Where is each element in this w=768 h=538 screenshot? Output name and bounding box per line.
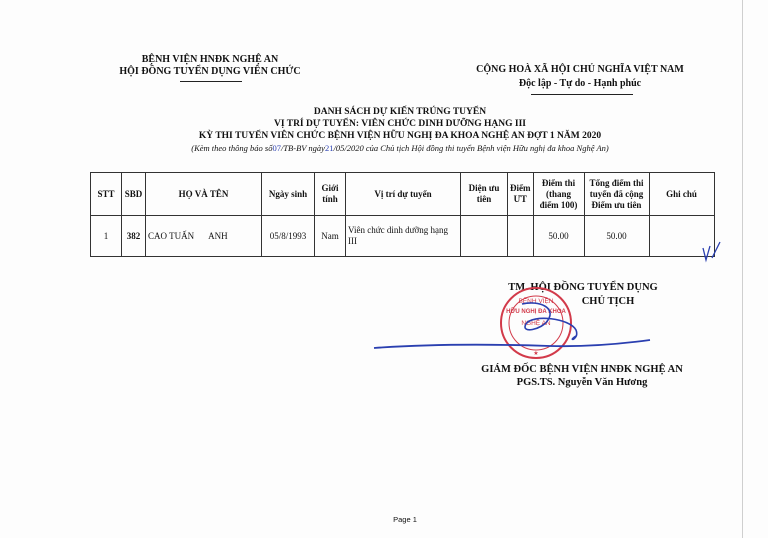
signer-title: GIÁM ĐỐC BỆNH VIỆN HNĐK NGHỆ AN bbox=[481, 364, 683, 375]
org-line1: BỆNH VIỆN HNĐK NGHỆ AN bbox=[141, 54, 279, 65]
note-day-handwritten: 21 bbox=[324, 143, 334, 153]
country-line: CỘNG HOÀ XÃ HỘI CHỦ NGHĨA VIỆT NAM bbox=[476, 64, 684, 75]
org-line2: HỘI ĐỒNG TUYỂN DỤNG VIÊN CHỨC bbox=[119, 66, 301, 77]
svg-text:★: ★ bbox=[533, 351, 539, 357]
title-note bbox=[130, 142, 670, 154]
stamp-line2: HỮU NGHỊ ĐA KHOA bbox=[506, 309, 566, 315]
motto-underline bbox=[531, 94, 633, 95]
col-name: HỌ VÀ TÊN bbox=[146, 173, 262, 216]
cell-sbd: 382 bbox=[122, 216, 146, 257]
table-header-row bbox=[91, 173, 715, 216]
cell-total-score: 50.00 bbox=[584, 216, 649, 257]
col-dob: Ngày sinh bbox=[262, 173, 315, 216]
cell-exam-score: 50.00 bbox=[533, 216, 584, 257]
cell-given-name: ANH bbox=[208, 231, 228, 241]
title-line1: DANH SÁCH DỰ KIẾN TRÚNG TUYỂN bbox=[313, 107, 487, 117]
stamp-line3: NGHỆ AN bbox=[521, 320, 551, 327]
cell-name bbox=[146, 216, 262, 257]
col-exam-score: Điểm thi (thang điểm 100) bbox=[533, 173, 584, 216]
signer-name: PGS.TS. Nguyễn Văn Hương bbox=[516, 377, 648, 388]
cell-dob: 05/8/1993 bbox=[262, 216, 315, 257]
col-priority: Diện ưu tiên bbox=[461, 173, 508, 216]
title-block bbox=[130, 106, 670, 154]
cell-stt: 1 bbox=[91, 216, 122, 257]
scan-edge bbox=[742, 0, 743, 538]
handwritten-signature-icon bbox=[370, 300, 660, 360]
signature-line1: TM. HỘI ĐỒNG TUYỂN DỤNG bbox=[508, 282, 658, 293]
stamp-line1: BỆNH VIỆN bbox=[518, 298, 554, 305]
col-priority-points: Điểm ƯT bbox=[508, 173, 534, 216]
col-sbd: SBD bbox=[122, 173, 146, 216]
cell-position: Viên chức dinh dưỡng hạng III bbox=[346, 216, 461, 257]
cell-priority bbox=[461, 216, 508, 257]
title-line3: KỲ THI TUYỂN VIÊN CHỨC BỆNH VIỆN HỮU NGHỊ ĐA KHOA NGHỆ AN ĐỢT 1 NĂM 2020 bbox=[198, 131, 602, 141]
signature-line2: CHỦ TỊCH bbox=[581, 296, 635, 307]
page-number: Page 1 bbox=[393, 515, 417, 524]
country-header bbox=[455, 64, 705, 89]
candidate-table bbox=[90, 172, 715, 257]
note-part-c: /05/2020 của Chủ tịch Hội đồng thi tuyển Bệnh viện Hữu nghị đa khoa Nghệ An) bbox=[333, 143, 609, 153]
col-gender: Giới tính bbox=[315, 173, 346, 216]
col-total-score: Tổng điểm thi tuyển đã cộng Điểm ưu tiên bbox=[584, 173, 649, 216]
signer-block bbox=[462, 363, 702, 389]
org-header bbox=[110, 54, 310, 77]
cell-surname: CAO TUẤN bbox=[148, 231, 195, 241]
check-mark-icon bbox=[700, 240, 724, 264]
cell-gender: Nam bbox=[315, 216, 346, 257]
note-part-b: /TB-BV ngày bbox=[280, 143, 325, 153]
title-line2: VỊ TRÍ DỰ TUYỂN: VIÊN CHỨC DINH DƯỠNG HẠNG III bbox=[273, 119, 527, 129]
table-row bbox=[91, 216, 715, 257]
col-note: Ghi chú bbox=[649, 173, 714, 216]
note-part-a: (Kèm theo thông báo số bbox=[191, 143, 273, 153]
motto-line: Độc lập - Tự do - Hạnh phúc bbox=[518, 78, 642, 89]
org-underline bbox=[180, 81, 242, 82]
col-position: Vị trí dự tuyển bbox=[346, 173, 461, 216]
note-number-handwritten: 07 bbox=[272, 143, 281, 153]
col-stt: STT bbox=[91, 173, 122, 216]
cell-priority-points bbox=[508, 216, 534, 257]
